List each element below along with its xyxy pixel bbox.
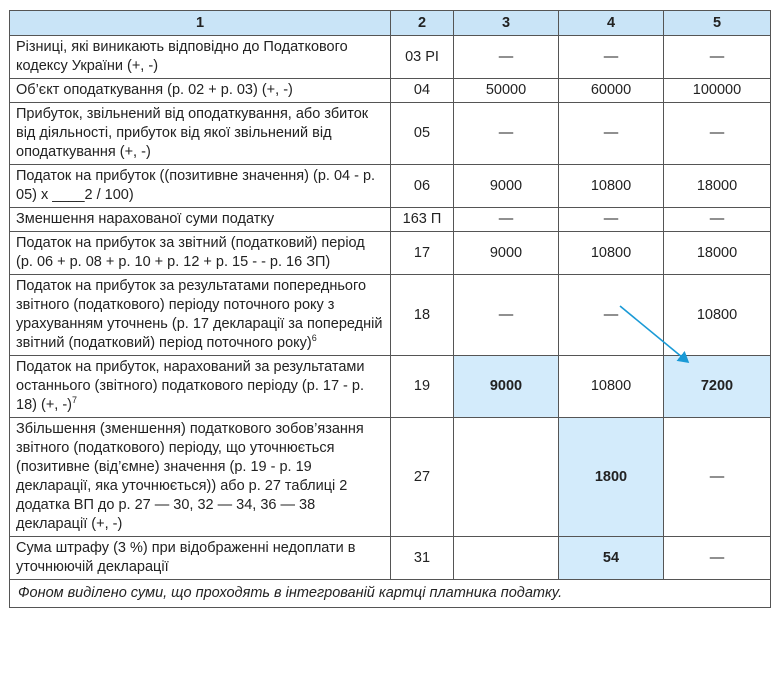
value-cell: 1800 xyxy=(559,418,664,537)
row-description xyxy=(10,356,391,418)
value-cell: 7200 xyxy=(664,356,771,418)
row-description xyxy=(10,165,391,208)
table-row xyxy=(10,208,771,232)
row-description xyxy=(10,418,391,537)
footnote: Фоном виділено суми, що проходять в інтегрованій картці платника податку. xyxy=(10,580,771,608)
value-cell: 18000 xyxy=(664,165,771,208)
value-cell: 50000 xyxy=(454,79,559,103)
description-text: Об’єкт оподаткування (р. 02 + р. 03) (+, -) xyxy=(16,82,293,98)
description-text: Податок на прибуток за звітний (податковий) період (р. 06 + р. 08 + р. 10 + р. 12 + р. 15 - - р. 16 ЗП) xyxy=(16,235,365,270)
row-code: 18 xyxy=(391,275,454,356)
description-text: Зменшення нарахованої суми податку xyxy=(16,211,275,227)
footnote-row xyxy=(10,580,771,608)
value-cell: — xyxy=(559,36,664,79)
row-code: 31 xyxy=(391,537,454,580)
value-cell: 60000 xyxy=(559,79,664,103)
value-cell: — xyxy=(664,418,771,537)
value-cell: 9000 xyxy=(454,356,559,418)
value-cell: 10800 xyxy=(559,232,664,275)
value-cell: 9000 xyxy=(454,165,559,208)
row-description xyxy=(10,232,391,275)
value-cell: — xyxy=(664,537,771,580)
col-header: 4 xyxy=(559,11,664,36)
col-header: 5 xyxy=(664,11,771,36)
description-text: Різниці, які виникають відповідно до Податкового кодексу України (+, -) xyxy=(16,39,348,74)
row-code: 05 xyxy=(391,103,454,165)
value-cell: — xyxy=(454,208,559,232)
row-description xyxy=(10,36,391,79)
value-cell: — xyxy=(559,275,664,356)
row-code: 03 РІ xyxy=(391,36,454,79)
footnote-ref: 6 xyxy=(311,333,317,344)
description-text: Збільшення (зменшення) податкового зобов’язання звітного (податкового) періоду, що уточнюється (позитивне (від’ємне) значення (р. 19 - р. 19 декларації, яка уточнюється)) або р. 27 таблиці 2 додатка ВП до р. 27 — 30, 32 — 34, 36 — 38 декларації (+, -) xyxy=(16,421,364,532)
table-row xyxy=(10,356,771,418)
value-cell: — xyxy=(559,208,664,232)
row-description xyxy=(10,208,391,232)
value-cell: — xyxy=(454,103,559,165)
table-row xyxy=(10,537,771,580)
value-cell: 9000 xyxy=(454,232,559,275)
value-cell: — xyxy=(454,36,559,79)
table-row xyxy=(10,232,771,275)
col-header: 3 xyxy=(454,11,559,36)
value-cell: 54 xyxy=(559,537,664,580)
row-description xyxy=(10,103,391,165)
table-row xyxy=(10,165,771,208)
table-row xyxy=(10,103,771,165)
table-row xyxy=(10,36,771,79)
value-cell: 100000 xyxy=(664,79,771,103)
description-text: Сума штрафу (3 %) при відображенні недоплати в уточнюючій декларації xyxy=(16,540,356,575)
table-row xyxy=(10,418,771,537)
description-text: Податок на прибуток ((позитивне значення) (р. 04 - р. 05) х ____2 / 100) xyxy=(16,168,376,203)
footnote-ref: 7 xyxy=(72,395,78,406)
value-cell xyxy=(454,537,559,580)
header-row xyxy=(10,11,771,36)
description-text: Податок на прибуток, нарахований за результатами останнього (звітного) податкового періоду (р. 17 - р. 18) (+, -) xyxy=(16,359,365,413)
row-code: 163 П xyxy=(391,208,454,232)
description-text: Прибуток, звільнений від оподаткування, або збиток від діяльності, прибуток від якої звільнений від оподаткування (+, -) xyxy=(16,106,369,160)
value-cell: — xyxy=(664,208,771,232)
description-text: Податок на прибуток за результатами попереднього звітного (податкового) періоду поточного року з урахуванням уточнень (р. 17 декларації за попередній звітний (податковий) період поточного року) xyxy=(16,278,383,351)
value-cell: — xyxy=(454,275,559,356)
col-header: 2 xyxy=(391,11,454,36)
value-cell: 10800 xyxy=(664,275,771,356)
value-cell: 10800 xyxy=(559,165,664,208)
row-code: 17 xyxy=(391,232,454,275)
row-code: 27 xyxy=(391,418,454,537)
row-description xyxy=(10,79,391,103)
row-description xyxy=(10,537,391,580)
row-code: 06 xyxy=(391,165,454,208)
row-code: 04 xyxy=(391,79,454,103)
tax-table xyxy=(9,10,771,608)
table-row xyxy=(10,275,771,356)
value-cell xyxy=(454,418,559,537)
table-row xyxy=(10,79,771,103)
value-cell: 18000 xyxy=(664,232,771,275)
col-header: 1 xyxy=(10,11,391,36)
value-cell: — xyxy=(664,36,771,79)
row-code: 19 xyxy=(391,356,454,418)
row-description xyxy=(10,275,391,356)
value-cell: — xyxy=(559,103,664,165)
value-cell: 10800 xyxy=(559,356,664,418)
value-cell: — xyxy=(664,103,771,165)
